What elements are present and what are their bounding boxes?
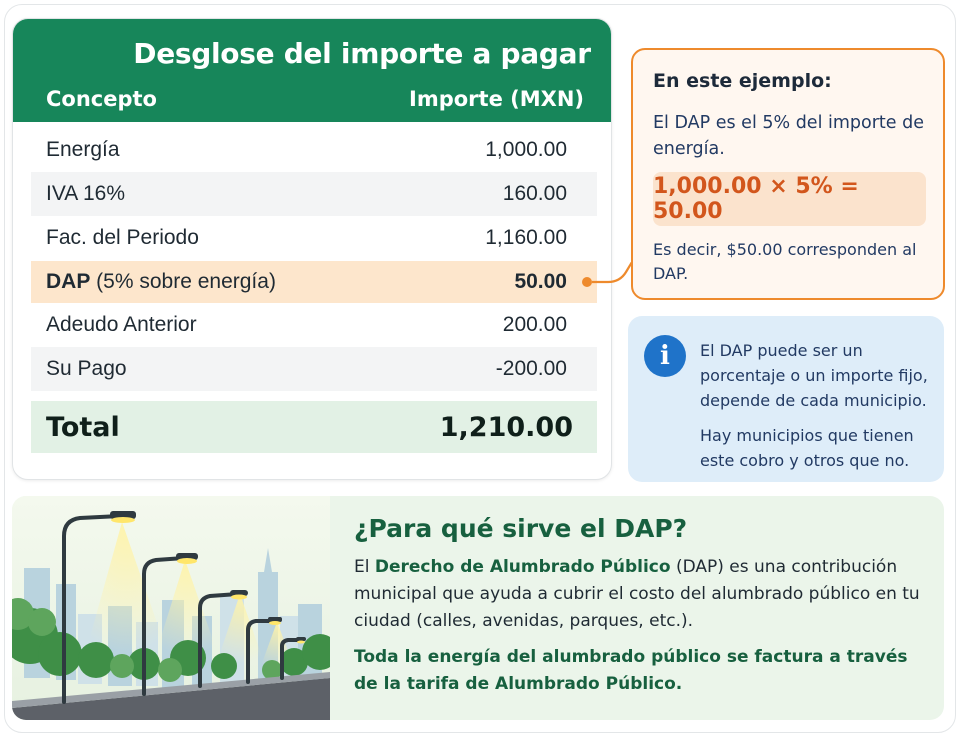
breakdown-title: Desglose del importe a pagar [133,37,591,70]
purpose-text-before: El [354,557,375,577]
example-text: El DAP es el 5% del importe de energía. [653,113,924,159]
total-label: Total [46,411,120,443]
column-header-concept: Concepto [46,87,157,111]
column-header-amount: Importe (MXN) [409,87,584,111]
example-formula: 1,000.00 × 5% = 50.00 [653,172,926,226]
street-lights-illustration [12,496,330,720]
info-card [628,316,944,482]
purpose-text-after: (DAP) es una contribución municipal que ayuda a cubrir el costo del alumbrado público en tu ciudad (calles, avenidas, parques, etc.). [354,557,920,631]
table-row-total [31,401,597,453]
breakdown-card [12,18,612,480]
table-row-dap [31,261,597,303]
total-amount: 1,210.00 [439,411,573,443]
row-amount: 160.00 [502,182,567,205]
info-text-secondary: Hay municipios que tienen este cobro y otros que no. [700,426,914,470]
breakdown-header [13,19,611,122]
row-label: IVA 16% [46,182,125,205]
row-label [46,270,276,294]
row-label: Su Pago [46,357,127,380]
purpose-title: ¿Para qué sirve el DAP? [354,514,688,543]
info-icon: i [644,335,686,377]
row-label: Energía [46,138,120,161]
row-amount: 200.00 [502,313,567,336]
row-amount: 1,160.00 [485,226,567,249]
row-amount: 50.00 [514,270,567,293]
table-row-iva [31,172,597,216]
table-row-adeudo [31,303,597,347]
dap-label-strong: DAP [46,270,91,293]
purpose-text-highlight: Derecho de Alumbrado Público [374,557,671,577]
example-footer: Es decir, $50.00 corresponden al DAP. [653,240,917,283]
row-label: Adeudo Anterior [46,313,197,336]
purpose-card [12,496,944,720]
breakdown-rows [31,128,597,453]
purpose-text [354,554,934,635]
purpose-strong-text: Toda la energía del alumbrado público se factura a través de la tarifa de Alumbrado Público. [354,647,908,694]
table-row-energia [31,128,597,172]
example-card [631,48,945,300]
row-amount: -200.00 [495,357,567,380]
example-title: En este ejemplo: [653,70,832,92]
row-label: Fac. del Periodo [46,226,199,249]
info-text-primary: El DAP puede ser un porcentaje o un importe fijo, depende de cada municipio. [700,341,928,410]
table-row-su-pago [31,347,597,391]
table-row-periodo [31,216,597,260]
row-amount: 1,000.00 [485,138,567,161]
dap-label-rest: (5% sobre energía) [90,270,276,293]
